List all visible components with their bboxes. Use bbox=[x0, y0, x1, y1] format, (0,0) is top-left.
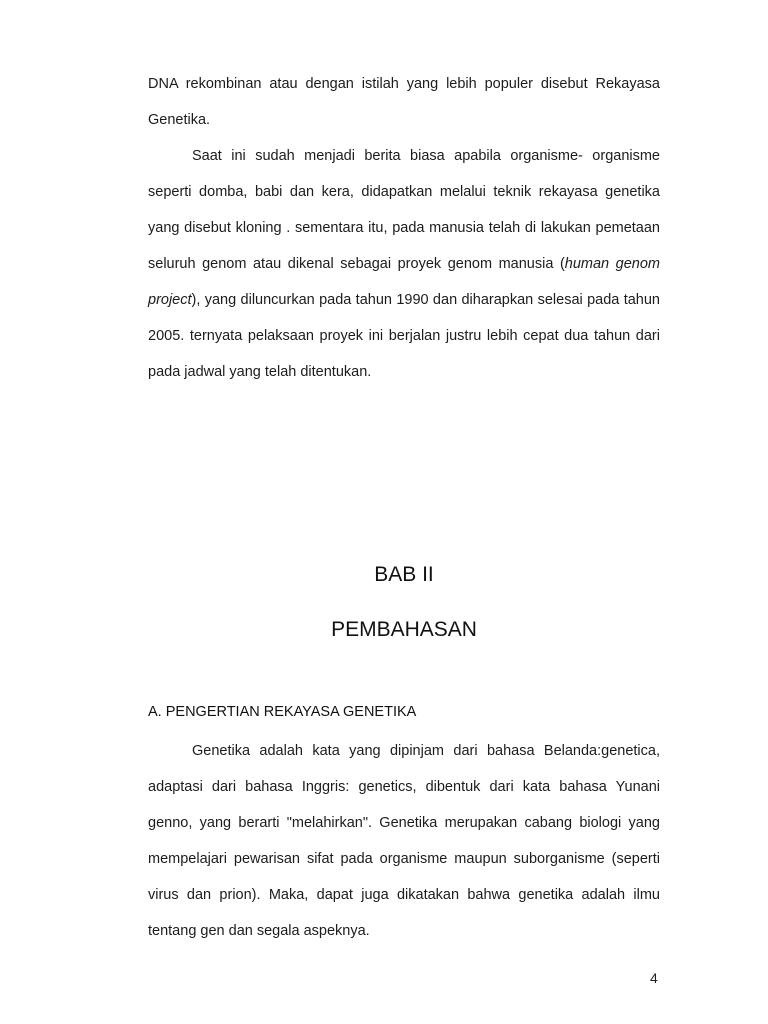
paragraph-genetika bbox=[148, 733, 660, 949]
paragraph-kloning bbox=[148, 138, 660, 390]
paragraph-text: Genetika adalah kata yang dipinjam dari bahasa Belanda:genetica, adaptasi dari bahasa Inggris: genetics, dibentuk dari kata bahasa Yunani genno, yang berarti "melahirkan". Genetika merupakan cabang biologi yang mempelajari pewarisan sifat pada organisme maupun suborganisme (seperti virus dan prion). Maka, dapat juga dikatakan bahwa genetika adalah ilmu tentang gen dan segala aspeknya. bbox=[148, 743, 660, 939]
paragraph-text-after: ), yang diluncurkan pada tahun 1990 dan diharapkan selesai pada tahun 2005. ternyata pelaksaan proyek ini berjalan justru lebih cepat dua tahun dari pada jadwal yang telah ditentukan. bbox=[148, 292, 660, 380]
italic-term: human genom project bbox=[148, 256, 661, 308]
paragraph-text: DNA rekombinan atau dengan istilah yang lebih populer disebut Rekayasa Genetika. bbox=[148, 76, 660, 128]
document-page bbox=[148, 0, 660, 1024]
page-number: 4 bbox=[650, 970, 658, 986]
paragraph-text-before: Saat ini sudah menjadi berita biasa apabila organisme- organisme seperti domba, babi dan kera, didapatkan melalui teknik rekayasa genetika yang disebut kloning . sementara itu, pada manusia telah di lakukan pemetaan seluruh genom atau dikenal sebagai proyek genom manusia ( bbox=[148, 148, 660, 272]
paragraph-dna-rekombinan bbox=[148, 66, 660, 138]
chapter-number: BAB II bbox=[374, 563, 434, 586]
chapter-title: PEMBAHASAN bbox=[331, 618, 477, 641]
section-heading: A. PENGERTIAN REKAYASA GENETIKA bbox=[148, 704, 417, 720]
